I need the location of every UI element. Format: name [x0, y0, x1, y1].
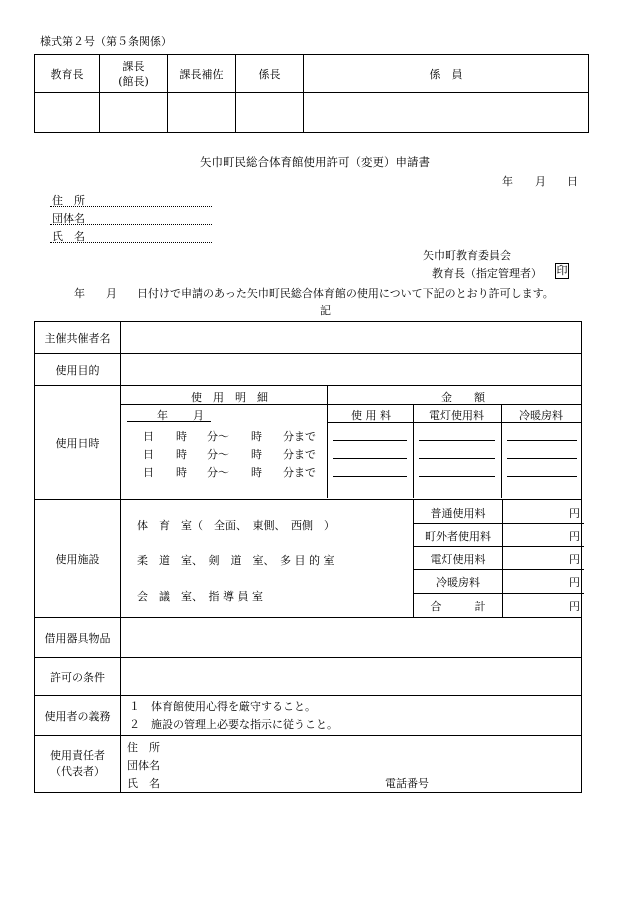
obligations-cell [121, 696, 582, 736]
applicant-group-label: 団体名 [52, 212, 85, 225]
col-usage-fee: 使 用 料 [351, 409, 391, 422]
responsible-name-label[interactable]: 氏 名 [127, 777, 160, 790]
date-month: 月 [535, 175, 546, 188]
fee-blank[interactable] [507, 440, 577, 441]
row-label-obligations: 使用者の義務 [35, 696, 121, 736]
fee-blank[interactable] [419, 476, 495, 477]
fee-blank[interactable] [507, 458, 577, 459]
row-label-equipment: 借用器具物品 [35, 618, 121, 658]
usage-detail-header: 使 用 明 細 [191, 391, 268, 404]
issuer-org: 矢巾町教育委員会 [423, 249, 511, 262]
fee-unit[interactable]: 円 [569, 530, 580, 543]
fee-unit[interactable]: 円 [569, 576, 580, 589]
row-label-organizer: 主催共催者名 [35, 322, 121, 354]
row-label-conditions: 許可の条件 [35, 658, 121, 696]
ki-mark: 記 [320, 304, 331, 317]
responsible-cell [121, 736, 582, 793]
purpose-field[interactable] [121, 354, 582, 386]
page-title: 矢巾町民総合体育館使用許可（変更）申請書 [200, 155, 430, 169]
amount-header: 金 額 [441, 391, 485, 404]
approval-header-section-head: 係長 [236, 55, 304, 93]
stamp-box[interactable] [304, 93, 589, 133]
permit-month: 月 [106, 287, 117, 300]
approval-header-deputy: 課長補佐 [168, 55, 236, 93]
facility-line-meeting[interactable]: 会 議 室、 指 導 員 室 [137, 590, 263, 603]
fee-label-total: 合 計 [430, 600, 486, 613]
stamp-box[interactable] [35, 93, 100, 133]
approval-header-staff: 係 員 [304, 55, 589, 93]
seal-box: 印 [556, 264, 568, 277]
main-table [34, 321, 582, 793]
col-light-fee: 電灯使用料 [429, 409, 484, 422]
row-label-responsible: 使用責任者 （代表者） [35, 736, 121, 793]
row-label-purpose: 使用目的 [35, 354, 121, 386]
organizer-field[interactable] [121, 322, 582, 354]
date-day: 日 [567, 175, 578, 188]
permit-body: 日付けで申請のあった矢巾町民総合体育館の使用について下記のとおり許可します。 [137, 287, 554, 300]
applicant-address-label: 住 所 [52, 194, 85, 207]
applicant-name-label: 氏 名 [52, 230, 85, 243]
approval-table [34, 54, 589, 133]
usage-month: 月 [193, 409, 204, 422]
fee-blank[interactable] [419, 440, 495, 441]
facility-line-gym[interactable]: 体 育 室（ 全面、 東側、 西側 ） [137, 519, 335, 532]
fee-blank[interactable] [333, 476, 407, 477]
responsible-phone-label[interactable]: 電話番号 [385, 777, 429, 790]
obligation-item: １ 体育館使用心得を厳守すること。 [129, 699, 316, 713]
form-number: 様式第２号（第５条関係） [40, 35, 172, 48]
stamp-box[interactable] [168, 93, 236, 133]
approval-header-superintendent: 教育長 [35, 55, 100, 93]
fee-unit[interactable]: 円 [569, 600, 580, 613]
conditions-field[interactable] [121, 658, 582, 696]
row-label-facility: 使用施設 [35, 500, 121, 618]
fee-label-regular: 普通使用料 [430, 507, 486, 520]
fee-blank[interactable] [507, 476, 577, 477]
fee-unit[interactable]: 円 [569, 553, 580, 566]
fee-summary [413, 500, 584, 617]
responsible-address-label[interactable]: 住 所 [127, 741, 160, 754]
applicant-address-line[interactable] [50, 206, 212, 207]
date-year: 年 [502, 175, 513, 188]
row-label-datetime: 使用日時 [35, 386, 121, 500]
usage-year: 年 [157, 409, 168, 422]
equipment-field[interactable] [121, 618, 582, 658]
responsible-group-label[interactable]: 団体名 [127, 759, 160, 772]
applicant-name-line[interactable] [50, 242, 212, 243]
applicant-group-line[interactable] [50, 224, 212, 225]
datetime-cell: 使 用 明 細 金 額 年 月 使 用 料 電灯使用料 冷暖房料 日 時 分〜 時 分まで 日 時 分〜 時 分まで 日 時 分〜 時 分まで [121, 386, 582, 500]
obligation-item: ２ 施設の管理上必要な指示に従うこと。 [129, 717, 338, 731]
fee-blank[interactable] [419, 458, 495, 459]
fee-blank[interactable] [333, 458, 407, 459]
permit-year: 年 [74, 287, 85, 300]
facility-line-dojo[interactable]: 柔 道 室、 剣 道 室、 多 目 的 室 [137, 554, 335, 567]
fee-unit[interactable]: 円 [569, 507, 580, 520]
stamp-box[interactable] [100, 93, 168, 133]
stamp-box[interactable] [236, 93, 304, 133]
fee-label-light: 電灯使用料 [430, 553, 486, 566]
fee-blank[interactable] [333, 440, 407, 441]
fee-label-outside: 町外者使用料 [425, 530, 491, 543]
facility-cell [121, 500, 582, 618]
col-aircon-fee: 冷暖房料 [519, 409, 563, 422]
fee-label-aircon: 冷暖房料 [436, 576, 480, 589]
approval-header-chief: 課長 (館長) [100, 55, 168, 93]
issuer-person: 教育長（指定管理者） [432, 267, 542, 280]
